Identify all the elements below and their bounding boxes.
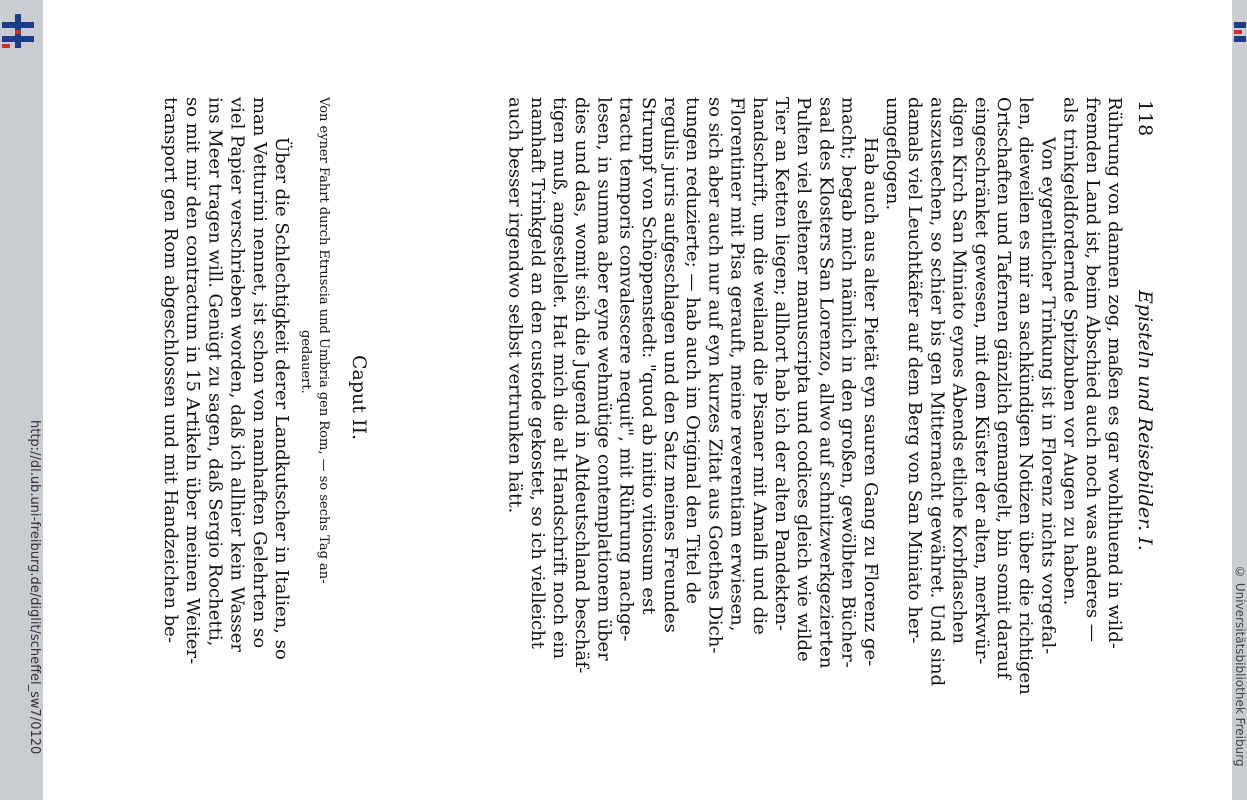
text-line: saal des Klosters San Lorenzo, allwo auf schnitzwerkgezierten	[815, 97, 837, 669]
page-number: 118	[1134, 100, 1156, 137]
text-line: als trinkgeldfordernde Spitzbuben vor Augen zu haben.	[1059, 97, 1081, 606]
text-line: man Vetturini nennet, ist schon von namhaften Gelehrten so	[248, 97, 270, 649]
text-line: tungen reduzierte; — hab auch im Original den Titel de	[682, 97, 704, 604]
text-line: so sich aber auch nur auf eyn kurzes Zitat aus Goethes Dich-	[704, 97, 726, 654]
text-line: ins Meer tragen will. Genügt zu sagen, daß Sergio Rochetti,	[204, 97, 226, 647]
document-page	[43, 0, 1232, 800]
text-line: Pulten viel seltener manuscripta und codices gleich wie wilde	[793, 97, 815, 662]
left-margin-strip	[0, 0, 43, 800]
text-line: handschrift, um die weiland die Pisaner mit Amalfi und die	[748, 97, 770, 635]
text-line: fremden Land ist, beim Abschied auch noch was anderes —	[1081, 97, 1103, 642]
copyright-notice: © Universitätsbibliothek Freiburg	[1233, 565, 1247, 767]
text-line: dies und das, womit sich die Jugend in Altdeutschland beschäf-	[571, 97, 593, 674]
chapter-title: Caput II.	[348, 355, 370, 440]
text-line: auch besser irgendwo selbst vertrunken hätt.	[504, 97, 526, 514]
text-line: Hab auch aus alter Pietät eyn sauren Gang zu Florenz ge-	[859, 137, 881, 667]
library-logo	[2, 14, 34, 48]
text-line: viel Papier verschrieben worden, daß ich allhier kein Wasser	[226, 97, 248, 653]
text-line: Rührung von dannen zog, maßen es gar wohlthuend in wild-	[1104, 97, 1125, 649]
text-line: namhaft Trinkgeld an den custode gekostet, so ich vielleicht	[526, 97, 548, 649]
text-line: eingeschränket gewesen, mit dem Küster der alten, merkwür-	[970, 97, 992, 665]
text-line: regulis juris aufgeschlagen und den Satz meines Freundes	[660, 97, 681, 633]
text-line: damals viel Leuchtkäfer auf dem Berg von San Miniato her-	[904, 97, 926, 644]
text-line: macht; begab mich nämlich in den großen, gewölbten Bücher-	[837, 97, 859, 668]
text-line: Strumpf von Schöppenstedt: "quod ab initio vitiosum est	[637, 97, 659, 615]
text-line: so mit mir den contractum in 15 Artikeln über meinen Weiter-	[182, 97, 204, 665]
text-line: Über die Schlechtigkeit derer Landkutscher in Italien, so	[271, 137, 292, 660]
chapter-subtitle: Von eyner Fahrt durch Etruscia und Umbria gen Rom, — so sechs Tag an-	[316, 97, 331, 584]
text-line: Florentiner mit Pisa gerauft, meine reverentiam erwiesen,	[726, 97, 748, 632]
text-line: Von eygentlicher Trinkung ist in Florenz nichts vorgefal-	[1037, 137, 1059, 655]
chapter-subtitle-cont: gedauert.	[298, 330, 313, 394]
text-line: tractu temporis convalescere nequit", mit Rührung nachge-	[615, 97, 637, 642]
text-line: lesen, in summa aber eyne wehmütige contemplationem über	[593, 97, 615, 661]
running-head: Episteln und Reisebilder. I.	[1134, 290, 1156, 551]
right-margin-strip	[1232, 0, 1247, 800]
text-line: transport gen Rom abgeschlossen und mit Handzeichen be-	[160, 97, 181, 643]
library-logo-right	[1234, 14, 1246, 48]
text-line: tigen muß, angestellet. Hat mich die alt Handschrift noch ein	[549, 97, 570, 660]
text-line: Tier an Ketten liegen; allhort hab ich der alten Pandekten-	[771, 97, 792, 631]
text-line: len, dieweilen es mir an sachkündigen Notizen über die richtigen	[1015, 97, 1037, 695]
document-url[interactable]: http://dl.ub.uni-freiburg.de/diglit/scheffel_sw7/0120	[27, 420, 42, 755]
text-line: auszustechen, so schier bis gen Mitternacht gewähret. Und sind	[926, 97, 948, 687]
text-line: umgeflogen.	[882, 97, 903, 211]
text-line: digen Kirch San Miniato eynes Abends etliche Korbflaschen	[948, 97, 970, 644]
text-line: Ortschaften und Tafernen gänzlich gemangelt, bin somit darauf	[993, 97, 1014, 680]
